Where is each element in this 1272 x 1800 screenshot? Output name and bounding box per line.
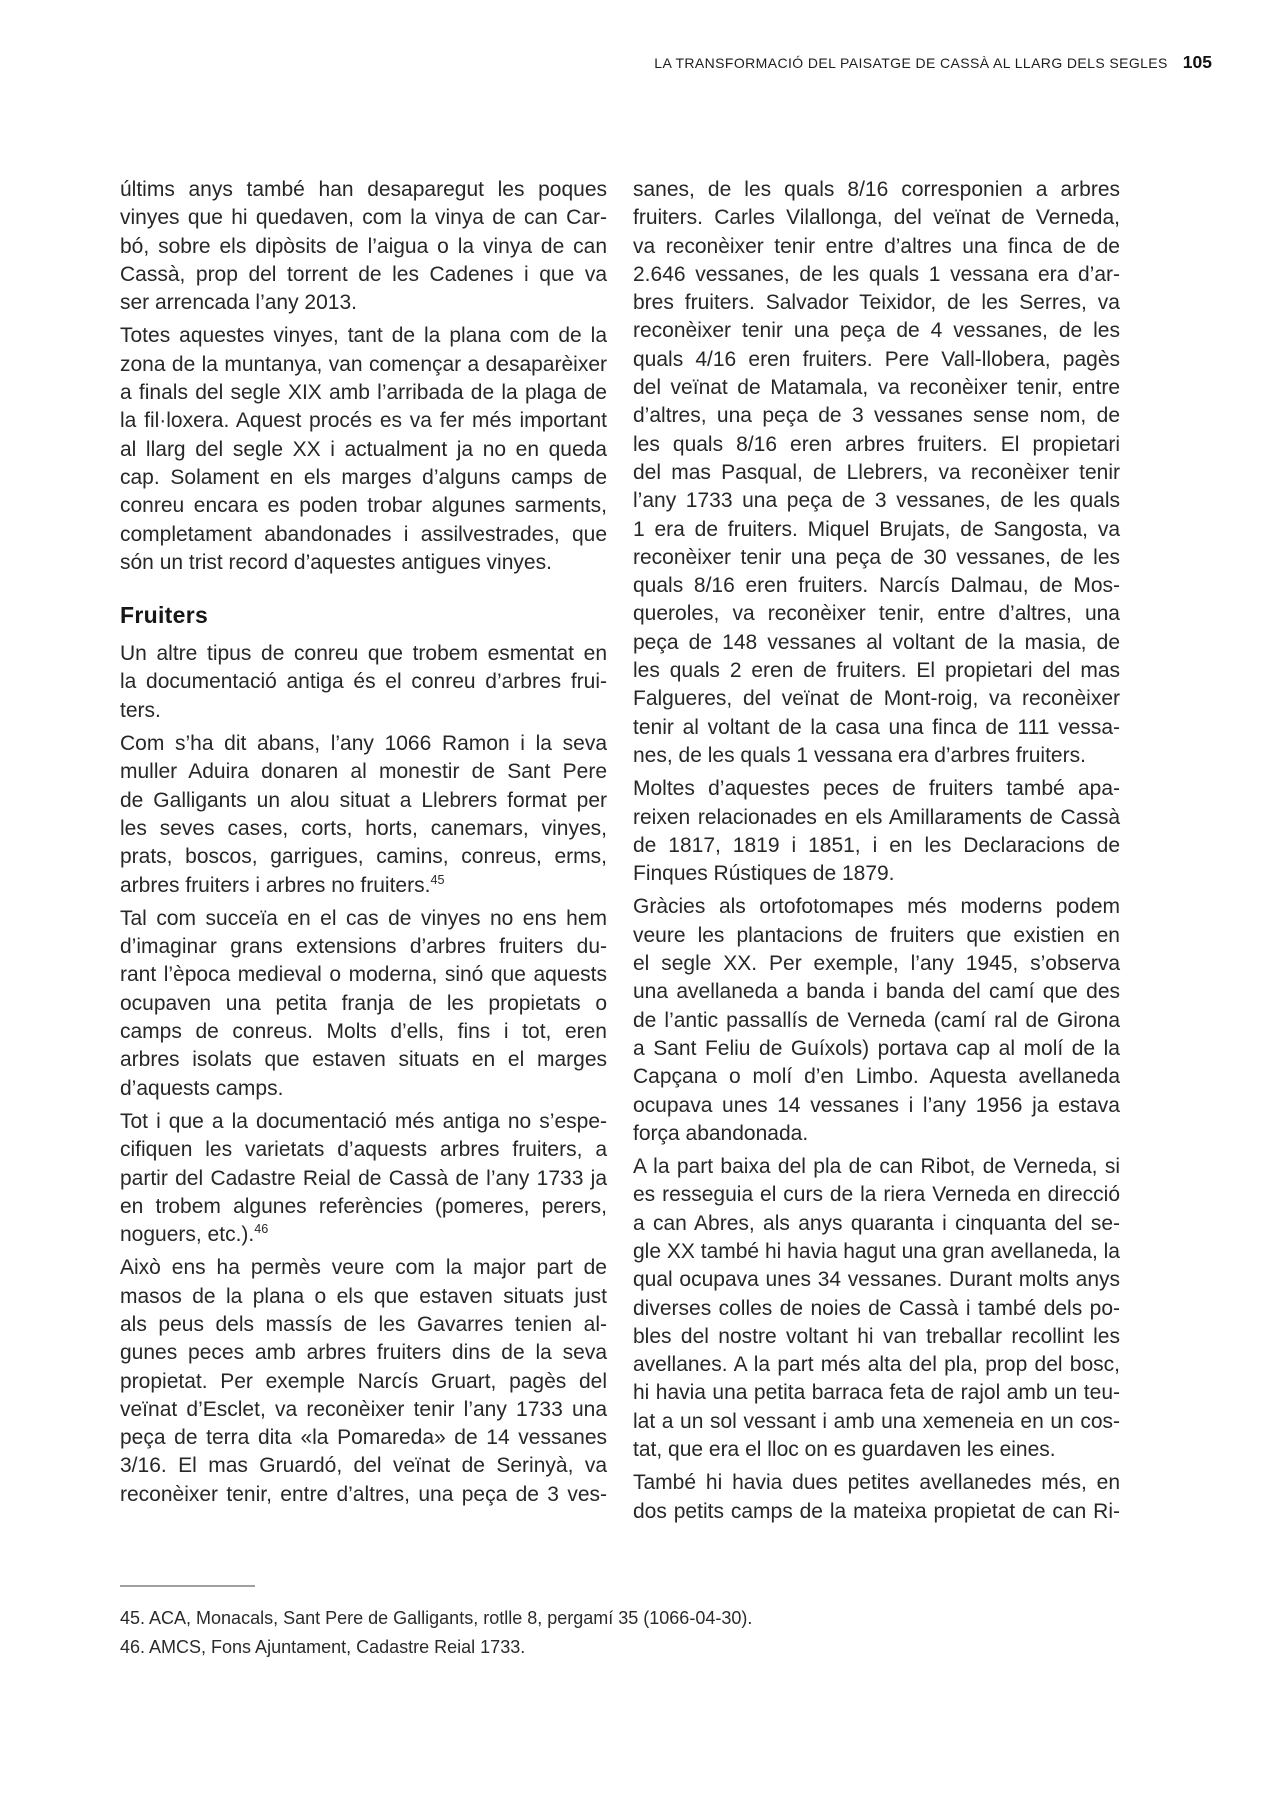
body-line: Falgueres, del veïnat de Mont-roig, va reconèixer: [633, 687, 1120, 711]
body-line: bó, sobre els dipòsits de l’aigua o la vinya de can: [120, 234, 607, 258]
body-line: peça de terra dita «la Pomareda» de 14 vessanes: [120, 1426, 607, 1450]
body-line: conreu encara es poden trobar algunes sarments,: [120, 494, 607, 518]
body-line: qual ocupava unes 34 vessanes. Durant molts anys: [633, 1268, 1120, 1292]
body-line: bres fruiters. Salvador Teixidor, de les Serres, va: [633, 291, 1120, 315]
body-line: són un trist record d’aquestes antigues vinyes.: [120, 550, 552, 574]
body-line: les quals 8/16 eren arbres fruiters. El propietari: [633, 432, 1120, 456]
footnote-marker: 45: [430, 872, 445, 887]
body-line: veïnat d’Esclet, va reconèixer tenir l’any 1733 una: [120, 1397, 607, 1421]
body-line: del veïnat de Matamala, va reconèixer tenir, entre: [633, 376, 1120, 400]
body-line: reixen relacionades en els Amillaraments de Cassà: [633, 805, 1120, 829]
paragraph: [120, 1254, 607, 1509]
body-line: en trobem algunes referències (pomeres, perers,: [120, 1194, 607, 1218]
body-line: queroles, va reconèixer tenir, entre d’altres, una: [633, 602, 1120, 626]
body-line: dos petits camps de la mateixa propietat de can Ri-: [633, 1499, 1120, 1523]
body-line: peça de 148 vessanes al voltant de la masia, de: [633, 630, 1120, 654]
body-line: a can Abres, als anys quaranta i cinquanta del se-: [633, 1211, 1120, 1235]
running-head-title: LA TRANSFORMACIÓ DEL PAISATGE DE CASSÀ AL LLARG DELS SEGLES: [654, 55, 1168, 71]
column-right: [633, 176, 1120, 1531]
body-line: hi havia una petita barraca feta de rajol amb un teu-: [633, 1381, 1120, 1405]
footnotes-section: [120, 1585, 1120, 1663]
paragraph: [633, 893, 1120, 1148]
body-line: va reconèixer tenir entre d’altres una finca de de: [633, 234, 1120, 258]
body-line: quals 8/16 eren fruiters. Narcís Dalmau, de Mos-: [633, 574, 1120, 598]
body-line: d’altres, una peça de 3 vessanes sense nom, de: [633, 404, 1120, 428]
body-line: es resseguia el curs de la riera Verneda en direcció: [633, 1183, 1120, 1207]
body-line: camps de conreus. Molts d’ells, fins i tot, eren: [120, 1020, 607, 1044]
body-line: arbres fruiters i arbres no fruiters.$^{45}$: [120, 872, 445, 897]
body-line: una avellaneda a banda i banda del camí que des: [633, 980, 1120, 1004]
body-line: gunes peces amb arbres fruiters dins de la seva: [120, 1341, 607, 1365]
paragraph: [633, 176, 1120, 770]
body-line: les quals 2 eren de fruiters. El propietari del mas: [633, 659, 1120, 683]
body-line: Un altre tipus de conreu que trobem esmentat en: [120, 642, 607, 666]
body-line: Això ens ha permès veure com la major part de: [120, 1256, 607, 1280]
body-line: També hi havia dues petites avellanedes més, en: [633, 1471, 1120, 1495]
paragraph: [633, 775, 1120, 888]
body-line: reconèixer tenir, entre d’altres, una peça de 3 ves-: [120, 1482, 607, 1506]
body-line: cap. Solament en els marges d’alguns camps de: [120, 465, 607, 489]
body-line: d’imaginar grans extensions d’arbres fruiters du-: [120, 935, 607, 959]
body-line: muller Aduira donaren al monestir de Sant Pere: [120, 760, 607, 784]
body-line: ocupava unes 14 vessanes i l’any 1956 ja estava: [633, 1093, 1120, 1117]
footnote: 45. ACA, Monacals, Sant Pere de Galligants, rotlle 8, pergamí 35 (1066-04-30).: [120, 1607, 753, 1628]
paragraph: [633, 1469, 1120, 1526]
body-line: reconèixer tenir una peça de 30 vessanes, de les: [633, 545, 1120, 569]
body-line: de Galligants un alou situat a Llebrers format per: [120, 788, 607, 812]
body-line: diverses colles de noies de Cassà i també dels po-: [633, 1296, 1120, 1320]
body-line: cifiquen les varietats d’aquests arbres fruiters, a: [120, 1138, 607, 1162]
body-line: Cassà, prop del torrent de les Cadenes i que va: [120, 262, 607, 286]
body-line: Tal com succeïa en el cas de vinyes no ens hem: [120, 906, 607, 930]
body-line: prats, boscos, garrigues, camins, conreus, erms,: [120, 845, 607, 869]
page-header: [654, 52, 1212, 73]
page-number: 105: [1182, 52, 1212, 72]
body-line: fruiters. Carles Vilallonga, del veïnat de Verneda,: [633, 206, 1120, 230]
text-columns: [120, 176, 1120, 1531]
body-line: rant l’època medieval o moderna, sinó que aquests: [120, 963, 607, 987]
body-line: la documentació antiga és el conreu d’arbres frui-: [120, 670, 607, 694]
body-line: veure les plantacions de fruiters que existien en: [633, 923, 1120, 947]
body-line: la fil·loxera. Aquest procés es va fer més important: [120, 409, 607, 433]
body-line: les seves cases, corts, horts, canemars, vinyes,: [120, 816, 607, 840]
body-line: Capçana o molí d’en Limbo. Aquesta avellaneda: [633, 1065, 1120, 1089]
body-line: 2.646 vessanes, de les quals 1 vessana era d’ar-: [633, 262, 1120, 286]
body-line: arbres isolats que estaven situats en el marges: [120, 1048, 607, 1072]
body-line: sanes, de les quals 8/16 corresponien a arbres: [633, 178, 1120, 201]
footnote-marker: 46: [254, 1222, 269, 1237]
body-line: tat, que era el lloc on es guardaven les eines.: [633, 1438, 1056, 1462]
body-line: noguers, etc.).$^{46}$: [120, 1222, 269, 1247]
body-line: zona de la muntanya, van començar a desaparèixer: [120, 352, 607, 376]
paragraph: [120, 640, 607, 725]
body-line: tenir al voltant de la casa una finca de 111 vessa-: [633, 715, 1120, 739]
body-line: completament abandonades i assilvestrades, que: [120, 522, 607, 546]
paragraph: [633, 1153, 1120, 1464]
body-line: Moltes d’aquestes peces de fruiters també apa-: [633, 777, 1120, 801]
body-line: ocupaven una petita franja de les propietats o: [120, 991, 607, 1015]
body-line: Com s’ha dit abans, l’any 1066 Ramon i la seva: [120, 732, 607, 756]
paragraph: [120, 905, 607, 1103]
body-line: vinyes que hi quedaven, com la vinya de can Car-: [120, 206, 607, 230]
body-line: al llarg del segle XX i actualment ja no en queda: [120, 437, 607, 461]
paragraph: [120, 730, 607, 900]
paragraph: [120, 1108, 607, 1249]
body-line: masos de la plana o els que estaven situats just: [120, 1284, 607, 1308]
body-line: Finques Rústiques de 1879.: [633, 862, 895, 886]
body-line: A la part baixa del pla de can Ribot, de Verneda, si: [633, 1155, 1120, 1179]
body-line: bles del nostre voltant hi van treballar recollint les: [633, 1324, 1120, 1348]
body-line: gle XX també hi havia hagut una gran avellaneda, la: [633, 1239, 1120, 1263]
body-line: a finals del segle XIX amb l’arribada de la plaga de: [120, 381, 607, 405]
footnote-divider: [120, 1585, 255, 1587]
body-line: ters.: [120, 698, 161, 722]
body-line: lat a un sol vessant i amb una xemeneia en un cos-: [633, 1409, 1120, 1433]
footnotes-list: [120, 1604, 1120, 1663]
body-line: 1 era de fruiters. Miquel Brujats, de Sangosta, va: [633, 517, 1120, 541]
body-line: a Sant Feliu de Guíxols) portava cap al molí de la: [633, 1036, 1120, 1060]
body-line: quals 4/16 eren fruiters. Pere Vall-llobera, pagès: [633, 347, 1120, 371]
body-line: Gràcies als ortofotomapes més moderns podem: [633, 895, 1120, 919]
body-line: partir del Cadastre Reial de Cassà de l’any 1733 ja: [120, 1166, 607, 1190]
body-line: de 1817, 1819 i 1851, i en les Declaracions de: [633, 833, 1120, 857]
body-line: d’aquests camps.: [120, 1076, 284, 1100]
body-line: l’any 1733 una peça de 3 vessanes, de les quals: [633, 489, 1120, 513]
body-line: als peus dels massís de les Gavarres tenien al-: [120, 1312, 607, 1336]
body-line: avellanes. A la part més alta del pla, prop del bosc,: [633, 1353, 1120, 1377]
body-line: del mas Pasqual, de Llebrers, va reconèixer tenir: [633, 460, 1120, 484]
column-left: [120, 176, 607, 1531]
body-line: nes, de les quals 1 vessana era d’arbres fruiters.: [633, 743, 1086, 767]
body-line: Totes aquestes vinyes, tant de la plana com de la: [120, 324, 607, 348]
section-heading: Fruiters: [120, 602, 209, 629]
paragraph: [120, 176, 607, 317]
body-line: força abandonada.: [633, 1121, 809, 1145]
body-line: 3/16. El mas Gruardó, del veïnat de Serinyà, va: [120, 1454, 607, 1478]
body-line: propietat. Per exemple Narcís Gruart, pagès del: [120, 1369, 607, 1393]
footnote: 46. AMCS, Fons Ajuntament, Cadastre Reial 1733.: [120, 1637, 526, 1657]
body-line: ser arrencada l’any 2013.: [120, 291, 357, 315]
body-line: Tot i que a la documentació més antiga no s’espe-: [120, 1109, 607, 1133]
body-line: últims anys també han desaparegut les poques: [120, 178, 607, 201]
paragraph: [120, 322, 607, 577]
body-line: reconèixer tenir una peça de 4 vessanes, de les: [633, 319, 1120, 343]
body-line: de l’antic passallís de Verneda (camí ral de Girona: [633, 1008, 1120, 1032]
body-line: el segle XX. Per exemple, l’any 1945, s’observa: [633, 952, 1120, 976]
